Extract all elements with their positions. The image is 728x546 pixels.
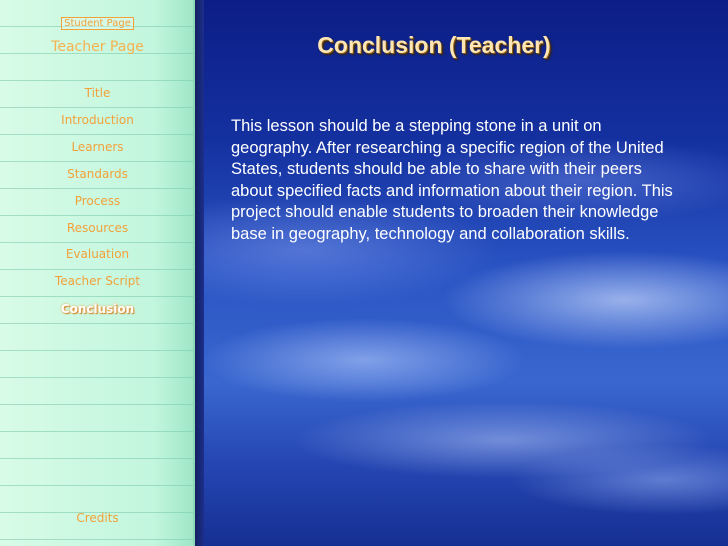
- page-title: Conclusion (Teacher): [317, 32, 551, 58]
- nav-item-title[interactable]: Title: [84, 86, 111, 100]
- teacher-page-link[interactable]: Teacher Page: [51, 39, 144, 55]
- nav-item-teacher-script[interactable]: Teacher Script: [54, 274, 141, 288]
- nav-item-standards[interactable]: Standards: [67, 167, 128, 181]
- sidebar-divider: [195, 0, 204, 546]
- nav-item-evaluation[interactable]: Evaluation: [65, 247, 130, 261]
- content-area: [204, 0, 728, 546]
- nav-item-process[interactable]: Process: [74, 194, 121, 208]
- nav-item-learners[interactable]: Learners: [71, 140, 124, 154]
- student-page-label: Student Page: [61, 17, 134, 30]
- sidebar-nav: [0, 0, 195, 546]
- nav-item-introduction[interactable]: Introduction: [61, 113, 134, 127]
- student-page-link[interactable]: [0, 15, 195, 29]
- conclusion-text: This lesson should be a stepping stone in a unit on geography. After researching a specific region of the United States, students should be able to share with their peers about specified facts and information about their region. This project should enable students to broaden their knowledge base in geography, technology and collaboration skills.: [231, 117, 673, 243]
- nav-item-resources[interactable]: Resources: [66, 221, 129, 235]
- nav-item-credits[interactable]: Credits: [76, 511, 119, 525]
- nav-item-conclusion[interactable]: Conclusion: [60, 302, 135, 316]
